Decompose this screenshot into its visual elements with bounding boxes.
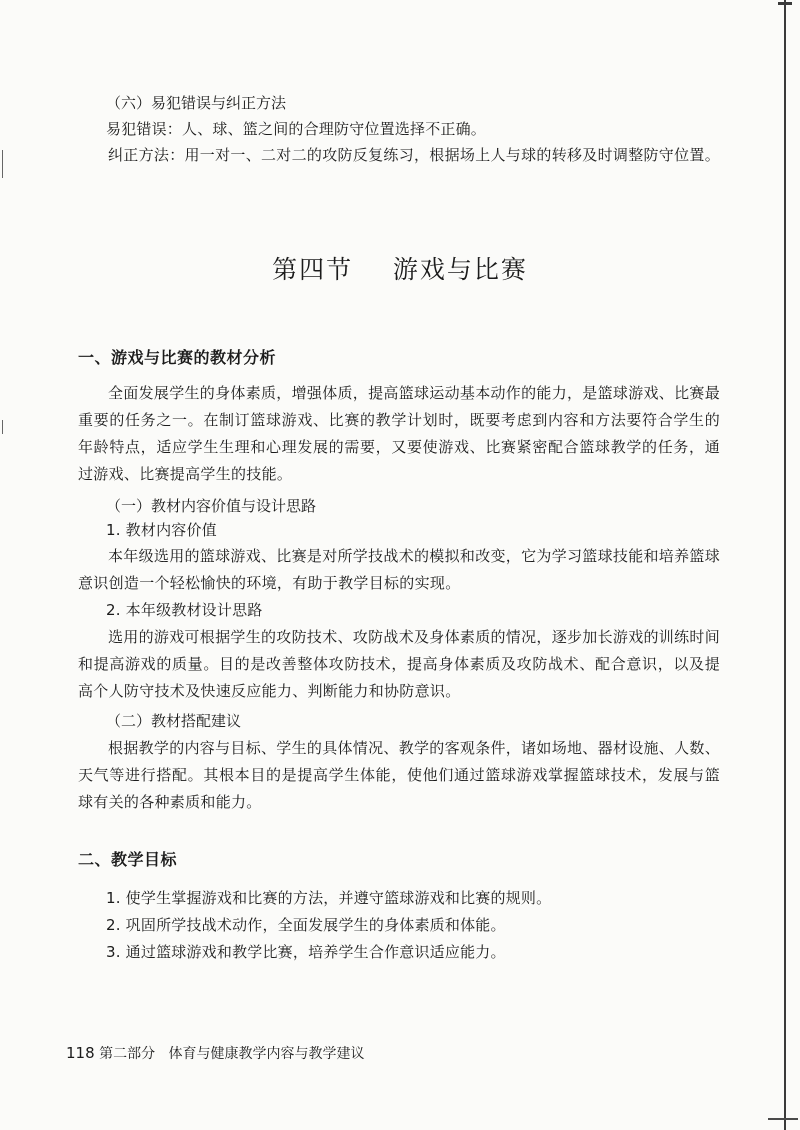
section-title [0,250,800,286]
correction-paragraph: 纠正方法：用一对一、二对二的攻防反复练习，根据场上人与球的转移及时调整防守位置。 [108,146,721,164]
item1-text: 本年级选用的篮球游戏、比赛是对所学技战术的模拟和改变，它为学习篮球技能和培养篮球意识创造一个轻松愉快的环境，有助于教学目标的实现。 [78,547,721,592]
goal-item: 3. 通过篮球游戏和教学比赛，培养学生合作意识适应能力。 [106,943,506,961]
sub2-text: 根据教学的内容与目标、学生的具体情况、教学的客观条件，诸如场地、器材设施、人数、天气等进行搭配。其根本目的是提高学生体能，使他们通过篮球游戏掌握篮球技术，发展与篮球有关的各种素质和能力。 [78,739,721,811]
page-footer [66,1043,364,1063]
part-two-heading: 二、教学目标 [78,850,178,869]
item2-text: 选用的游戏可根据学生的攻防技术、攻防战术及身体素质的情况，逐步加长游戏的训练时间和提高游戏的质量。目的是改善整体攻防技术，提高身体素质及攻防战术、配合意识，以及提高个人防守技术及快速反应能力、判断能力和协防意识。 [78,628,721,700]
section-number: 第四节 [272,255,354,284]
part-one-intro: 全面发展学生的身体素质，增强体质，提高篮球运动基本动作的能力，是篮球游戏、比赛最重要的任务之一。在制订篮球游戏、比赛的教学计划时，既要考虑到内容和方法要符合学生的年龄特点，适应学生生理和心理发展的需要，又要使游戏、比赛紧密配合篮球教学的任务，通过游戏、比赛提高学生的技能。 [78,384,721,483]
errors-heading: （六）易犯错误与纠正方法 [106,94,287,112]
goal-item: 2. 巩固所学技战术动作，全面发展学生的身体素质和体能。 [106,916,506,934]
scan-edge-mark [2,150,3,178]
footer-part: 第二部分 [99,1046,156,1062]
item2-title: 2. 本年级教材设计思路 [106,601,263,619]
item1-title: 1. 教材内容价值 [106,521,217,539]
binding-cap-bottom [768,1118,798,1120]
footer-title: 体育与健康教学内容与教学建议 [168,1046,365,1062]
common-error-line: 易犯错误：人、球、篮之间的合理防守位置选择不正确。 [106,120,487,138]
part-one-heading: 一、游戏与比赛的教材分析 [78,348,277,367]
section-name: 游戏与比赛 [392,255,528,284]
page-number: 118 [66,1044,95,1062]
sub1-heading: （一）教材内容价值与设计思路 [106,497,317,515]
sub2-heading: （二）教材搭配建议 [106,712,242,730]
goal-item: 1. 使学生掌握游戏和比赛的方法，并遵守篮球游戏和比赛的规则。 [106,889,552,907]
binding-cap-top [778,2,792,5]
scan-edge-mark [2,420,3,434]
page-binding-line [784,0,786,1130]
